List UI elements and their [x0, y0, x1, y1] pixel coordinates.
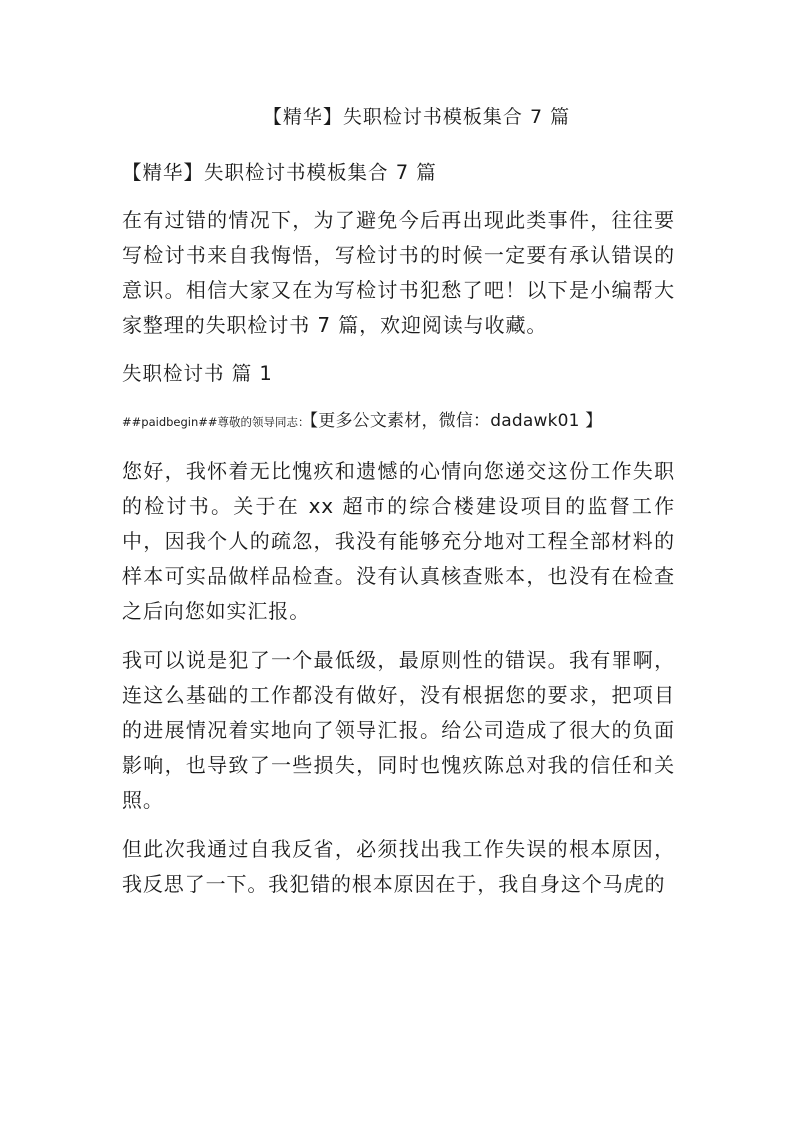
document-subtitle: 【精华】失职检讨书模板集合 7 篇 — [122, 161, 437, 184]
intro-paragraph: 在有过错的情况下，为了避免今后再出现此类事件，往往要写检讨书来自我悔悟，写检讨书的时候一定要有承认错误的意识。相信大家又在为写检讨书犯愁了吧！以下是小编帮大家整理的失职检讨书 7 篇，欢迎阅读与收藏。 — [122, 208, 675, 337]
promo-text: 【更多公文素材，微信：dadawk01 】 — [309, 411, 603, 431]
document-body — [122, 155, 675, 902]
salutation-line — [122, 404, 675, 440]
body-paragraph: 我可以说是犯了一个最低级，最原则性的错误。我有罪啊，连这么基础的工作都没有做好，没有根据您的要求，把项目的进展情况着实地向了领导汇报。给公司造成了很大的负面影响，也导致了一些损失，同时也愧疚陈总对我的信任和关照。 — [122, 648, 675, 812]
paid-marker-salutation: ##paidbegin##尊敬的领导同志： — [122, 415, 310, 429]
section-heading: 失职检讨书 篇 1 — [122, 362, 273, 385]
body-paragraph: 但此次我通过自我反省，必须找出我工作失误的根本原因，我反思了一下。我犯错的根本原因在于，我自身这个马虎的 — [122, 837, 675, 896]
document-title: 【精华】失职检讨书模板集合 7 篇 — [262, 106, 571, 128]
body-paragraph: 您好，我怀着无比愧疚和遗憾的心情向您递交这份工作失职的检讨书。关于在 xx 超市的综合楼建设项目的监督工作中，因我个人的疏忽，我没有能够充分地对工程全部材料的样本可实品做样品检查。没有认真核查账本，也没有在检查之后向您如实汇报。 — [122, 459, 675, 623]
